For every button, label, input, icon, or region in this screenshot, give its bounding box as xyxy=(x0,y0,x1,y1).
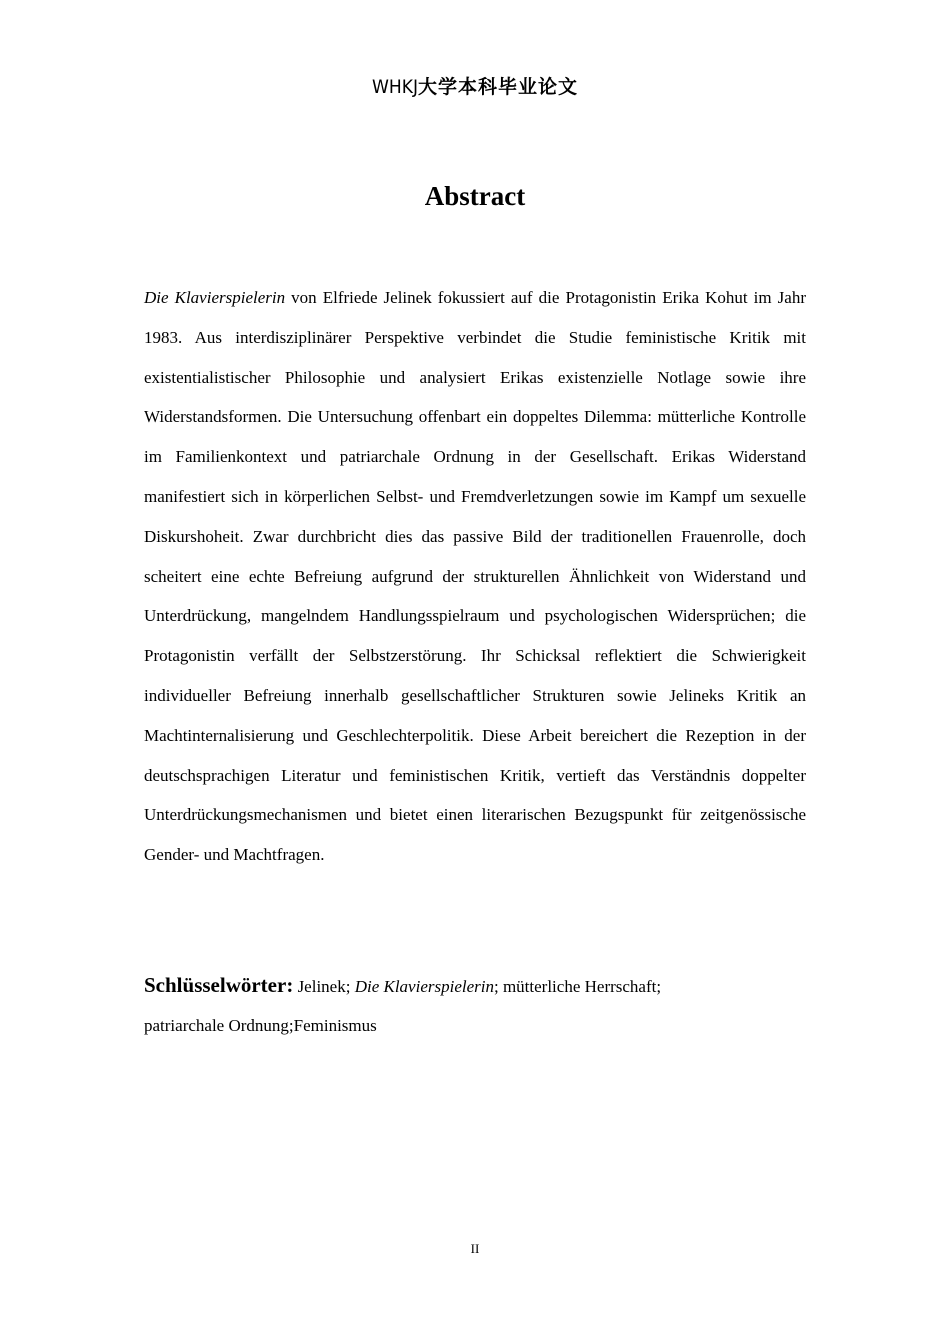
keyword-book-title: Die Klavierspielerin xyxy=(354,977,494,996)
header-institution-code: WHKJ xyxy=(371,76,418,98)
keyword-jelinek: Jelinek; xyxy=(297,977,351,996)
keywords-label: Schlüsselwörter: xyxy=(144,973,294,997)
keywords-block xyxy=(144,966,806,1045)
abstract-text: von Elfriede Jelinek fokussiert auf die Protagonistin Erika Kohut im Jahr 1983. Aus interdisziplinärer Perspektive verbindet die Studie feministische Kritik mit existentialistischer Philosophie und analysiert Erikas existenzielle Notlage sowie ihre Widerstandsformen. Die Untersuchung offenbart ein doppeltes Dilemma: mütterliche Kontrolle im Familienkontext und patriarchale Ordnung in der Gesellschaft. Erikas Widerstand manifestiert sich in körperlichen Selbst- und Fremdverletzungen sowie im Kampf um sexuelle Diskurshoheit. Zwar durchbricht dies das passive Bild der traditionellen Frauenrolle, doch scheitert eine echte Befreiung aufgrund der strukturellen Ähnlichkeit von Widerstand und Unterdrückung, mangelndem Handlungsspielraum und psychologischen Widersprüchen; die Protagonistin verfällt der Selbstzerstörung. Ihr Schicksal reflektiert die Schwierigkeit individueller Befreiung innerhalb gesellschaftlicher Strukturen sowie Jelineks Kritik an Machtinternalisierung und Geschlechterpolitik. Diese Arbeit bereichert die Rezeption in der deutschsprachigen Literatur und feministischen Kritik, vertieft das Verständnis doppelter Unterdrückungsmechanismen und bietet einen literarischen Bezugspunkt für zeitgenössische Gender- und Machtfragen. xyxy=(144,288,807,865)
abstract-paragraph xyxy=(144,278,806,875)
running-header xyxy=(0,74,950,101)
page-number: II xyxy=(470,1241,480,1256)
keyword-maternal-rule: ; mütterliche Herrschaft; xyxy=(493,977,662,996)
keyword-patriarchal-order: patriarchale Ordnung;Feminismus xyxy=(144,1016,377,1035)
header-thesis-label: 大学本科毕业论文 xyxy=(418,76,579,98)
page-title: Abstract xyxy=(424,181,526,211)
abstract-book-title: Die Klavierspielerin xyxy=(144,288,286,307)
